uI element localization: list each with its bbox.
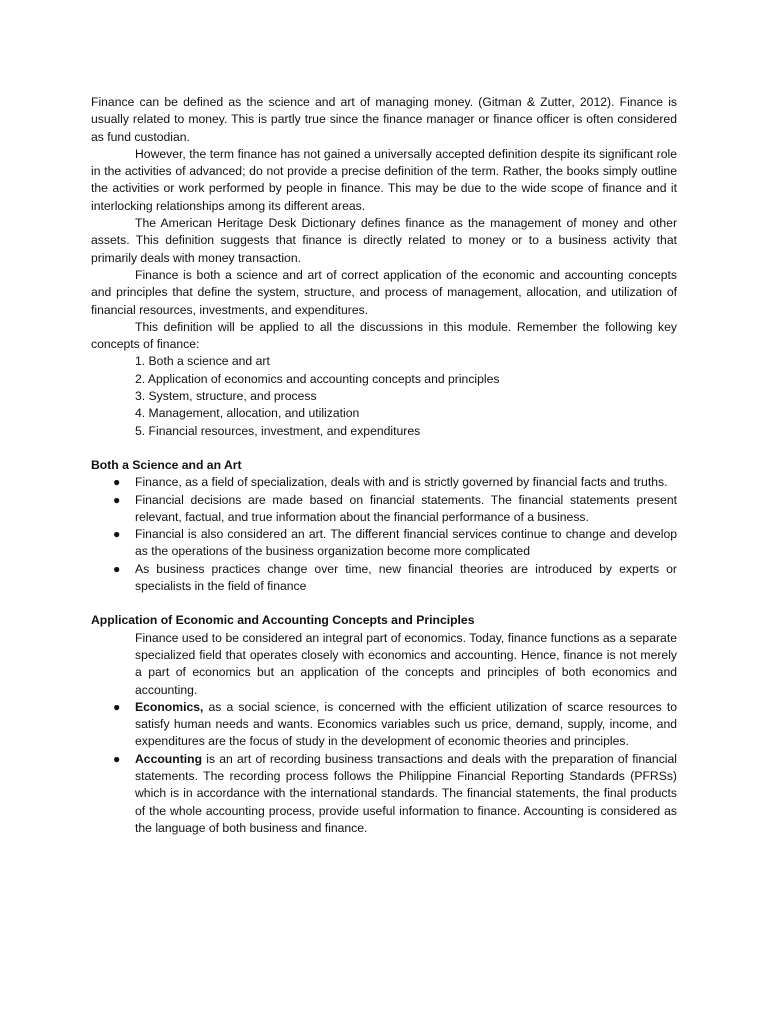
document-page <box>91 94 677 837</box>
intro-paragraph-4: Finance is both a science and art of correct application of the economic and accounting concepts and principles that define the system, structure, and process of management, allocation, and utilization of financial resources, investments, and expenditures. <box>91 267 677 317</box>
key-concept-item: 1. Both a science and art <box>135 354 270 369</box>
economics-term: Economics, <box>135 699 204 714</box>
science-art-bullet-list <box>91 474 677 595</box>
economics-text: as a social science, is concerned with the efficient utilization of scarce resources to satisfy human needs and wants. Economics variables such us price, demand, supply, income, and expenditures are the focus of study in the development of economic theories and principles. <box>135 699 677 749</box>
intro-paragraph-1: Finance can be defined as the science and art of managing money. (Gitman & Zutter, 2012). Finance is usually related to money. This is partly true since the finance manager or finance officer is often considered as fund custodian. <box>91 95 677 144</box>
bullet-text: Financial is also considered an art. The different financial services continue to change and develop as the operations of the business organization become more complicated <box>135 527 677 559</box>
bullet-text: Finance, as a field of specialization, deals with and is strictly governed by financial facts and truths. <box>135 475 668 490</box>
key-concepts-list <box>91 353 677 439</box>
accounting-text: is an art of recording business transactions and deals with the preparation of financial statements. The recording process follows the Philippine Financial Reporting Standards (PFRSs) which is in accordance with the international standards. The financial statements, the final products of the whole accounting process, provide useful information to finance. Accounting is considered as the language of both business and finance. <box>135 751 677 835</box>
bullet-icon: ● <box>113 475 121 490</box>
economics-accounting-bullet-list <box>91 699 677 837</box>
key-concept-item: 5. Financial resources, investment, and expenditures <box>135 423 421 438</box>
bullet-item <box>91 474 677 491</box>
bullet-text: As business practices change over time, new financial theories are introduced by experts or specialists in the field of finance <box>135 561 677 594</box>
bullet-icon: ● <box>113 751 121 766</box>
key-concept-item: 3. System, structure, and process <box>135 389 317 404</box>
key-concept-item: 2. Application of economics and accounting concepts and principles <box>135 371 500 386</box>
bullet-text: Financial decisions are made based on financial statements. The financial statements present relevant, factual, and true information about the financial performance of a business. <box>135 492 677 524</box>
intro-paragraph-3: The American Heritage Desk Dictionary defines finance as the management of money and other assets. This definition suggests that finance is directly related to money or to a business activity that primarily deals with money transaction. <box>91 216 677 265</box>
bullet-icon: ● <box>113 527 121 542</box>
accounting-term: Accounting <box>135 751 203 766</box>
bullet-icon: ● <box>113 699 121 714</box>
key-concept-item: 4. Management, allocation, and utilization <box>135 406 360 421</box>
bullet-item <box>91 492 677 527</box>
section-heading-science-art: Both a Science and an Art <box>91 457 242 472</box>
bullet-icon: ● <box>113 492 121 507</box>
bullet-item <box>91 561 677 596</box>
section-heading-economics-accounting: Application of Economic and Accounting Concepts and Principles <box>91 613 475 628</box>
bullet-item-economics <box>91 699 677 751</box>
economics-accounting-intro: Finance used to be considered an integral part of economics. Today, finance functions as a separate specialized field that operates closely with economics and accounting. Hence, finance is not merely a part of economics but an application of the concepts and principles of both economics and accounting. <box>135 630 677 697</box>
bullet-item <box>91 526 677 561</box>
bullet-icon: ● <box>113 561 121 576</box>
intro-paragraph-2: However, the term finance has not gained a universally accepted definition despite its significant role in the activities of advanced; do not provide a precise definition of the term. Rather, the books simply outline the activities or work performed by people in finance. This may be due to the wide scope of finance and it interlocking relationships among its different areas. <box>91 146 677 213</box>
bullet-item-accounting <box>91 751 677 837</box>
intro-paragraph-5: This definition will be applied to all the discussions in this module. Remember the following key concepts of finance: <box>91 319 677 352</box>
